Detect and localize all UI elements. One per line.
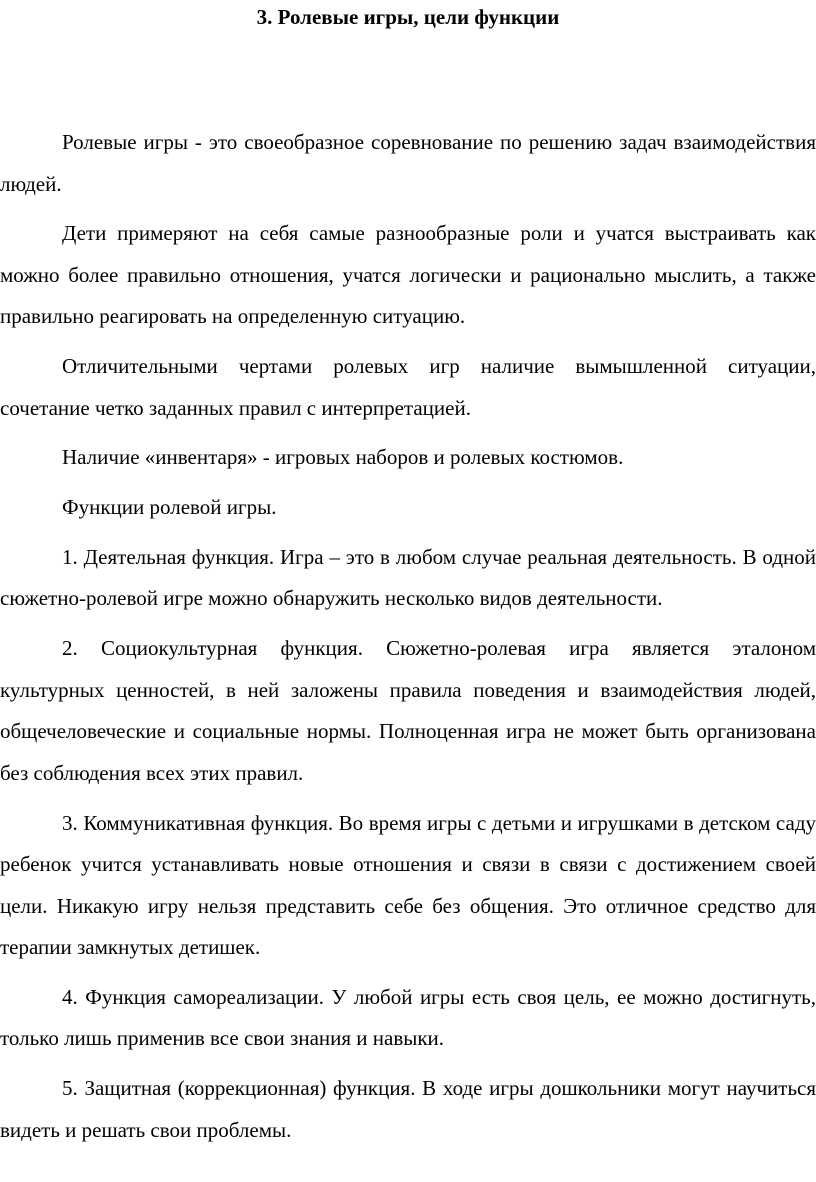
paragraph-distinctive-features: Отличительными чертами ролевых игр наличие вымышленной ситуации, сочетание четко заданных правил с интерпретацией.: [0, 354, 816, 420]
document-body: [0, 122, 816, 1159]
paragraph-definition: Ролевые игры - это своеобразное соревнование по решению задач взаимодействия людей.: [0, 130, 816, 196]
paragraph-function-communicative: 3. Коммуникативная функция. Во время игры с детьми и игрушками в детском саду ребенок учится устанавливать новые отношения и связи в связи с достижением своей цели. Никакую игру нельзя представить себе без общения. Это отличное средство для терапии замкнутых детишек.: [0, 810, 816, 960]
paragraph-children-roles: Дети примеряют на себя самые разнообразные роли и учатся выстраивать как можно более правильно отношения, учатся логически и рационально мыслить, а также правильно реагировать на определенную ситуацию.: [0, 221, 816, 329]
paragraph-function-protective: 5. Защитная (коррекционная) функция. В ходе игры дошкольники могут научиться видеть и решать свои проблемы.: [0, 1076, 816, 1142]
paragraph-function-sociocultural: 2. Социокультурная функция. Сюжетно-ролевая игра является эталоном культурных ценностей, в ней заложены правила поведения и взаимодействия людей, общечеловеческие и социальные нормы. Полноценная игра не может быть организована без соблюдения всех этих правил.: [0, 636, 816, 785]
paragraph-inventory: Наличие «инвентаря» - игровых наборов и ролевых костюмов.: [62, 445, 624, 470]
document-title: 3. Ролевые игры, цели функции: [256, 5, 560, 29]
paragraph-function-activity: 1. Деятельная функция. Игра – это в любом случае реальная деятельность. В одной сюжетно-ролевой игре можно обнаружить несколько видов деятельности.: [0, 544, 816, 611]
paragraph-functions-heading: Функции ролевой игры.: [62, 495, 277, 520]
paragraph-function-self-realization: 4. Функция самореализации. У любой игры есть своя цель, ее можно достигнуть, только лишь применив все свои знания и навыки.: [0, 984, 816, 1051]
